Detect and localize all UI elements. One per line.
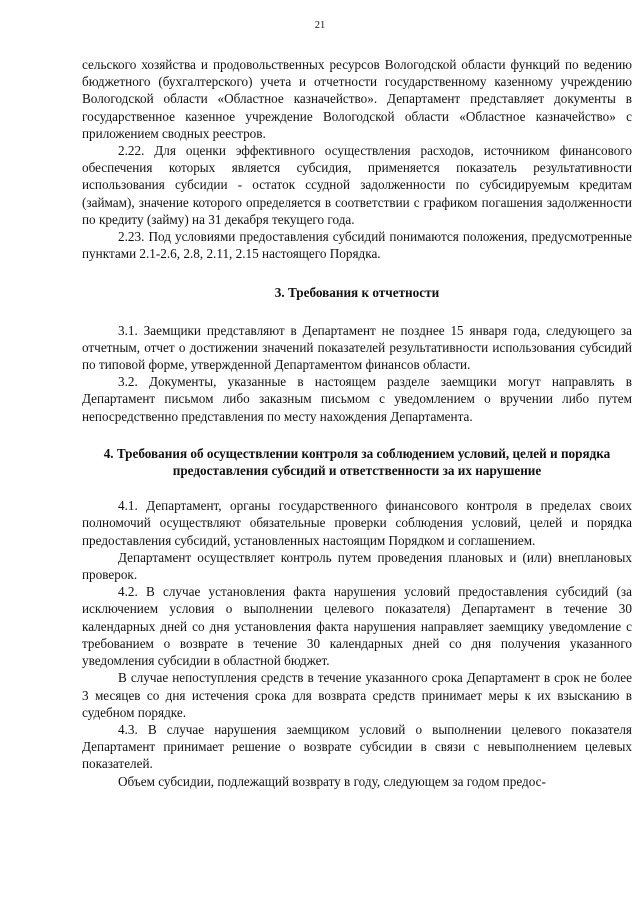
paragraph-4-3-volume: Объем субсидии, подлежащий возврату в году, следующем за годом предос- bbox=[118, 773, 546, 789]
paragraph-2-23: 2.23. Под условиями предоставления субсидий понимаются положения, предусмотренные пунктами 2.1-2.6, 2.8, 2.11, 2.15 настоящего Порядка. bbox=[82, 229, 632, 262]
paragraph-4-2-recovery: В случае непоступления средств в течение указанного срока Департамент в срок не более 3 месяцев со дня истечения срока для возврата средств принимает меры к их взысканию в судебном порядке. bbox=[82, 670, 632, 720]
paragraph-4-2: 4.2. В случае установления факта нарушения условий предоставления субсидий (за исключением условия о выполнении целевого показателя) Департамент в течение 30 календарных дней со дня установления факта нарушения направляет заемщику уведомление с требованием о возврате в течение 30 календарных дней со дня получения указанного уведомления субсидии в областной бюджет. bbox=[82, 584, 632, 669]
paragraph-3-1: 3.1. Заемщики представляют в Департамент не позднее 15 января года, следующего за отчетным, отчет о достижении значений показателей результативности использования субсидий по типовой форме, утвержденной Департаментом финансов области. bbox=[82, 322, 632, 373]
section-3-heading: 3. Требования к отчетности bbox=[274, 285, 440, 301]
document-body bbox=[82, 56, 632, 790]
paragraph-4-1-control: Департамент осуществляет контроль путем проведения плановых и (или) внеплановых проверок. bbox=[82, 549, 632, 583]
paragraph-continuation: сельского хозяйства и продовольственных ресурсов Вологодской области функций по ведению бюджетного (бухгалтерского) учета и отчетности государственному казенному учреждению Вологодской области «Областное казначейство». Департамент представляет документы в государственное казенное учреждение Вологодской области «Областное казначейство» с приложением сводных реестров. bbox=[82, 57, 632, 141]
section-4-heading: 4. Требования об осуществлении контроля за соблюдением условий, целей и порядка предоставления субсидий и ответственности за их нарушение bbox=[103, 445, 611, 479]
paragraph-2-22: 2.22. Для оценки эффективного осуществления расходов, источником финансового обеспечения которых является субсидия, применяется показатель результативности использования субсидии - остаток ссудной задолженности по субсидируемым кредитам (займам), значение которого определяется в соответствии с графиком погашения задолженности по кредиту (займу) на 31 декабря текущего года. bbox=[82, 143, 632, 227]
paragraph-4-1: 4.1. Департамент, органы государственного финансового контроля в пределах своих полномочий осуществляют обязательные проверки соблюдения условий, целей и порядка предоставления субсидий, установленных настоящим Порядком и соглашением. bbox=[82, 498, 632, 548]
paragraph-4-3: 4.3. В случае нарушения заемщиком условий о выполнении целевого показателя Департамент принимает решение о возврате субсидии в связи с невыполнением целевых показателей. bbox=[82, 721, 632, 772]
page-number: 21 bbox=[314, 20, 326, 31]
paragraph-3-2: 3.2. Документы, указанные в настоящем разделе заемщики могут направлять в Департамент письмом либо заказным письмом с уведомлением о вручении либо путем непосредственно представления по месту нахождения Департамента. bbox=[82, 374, 632, 424]
